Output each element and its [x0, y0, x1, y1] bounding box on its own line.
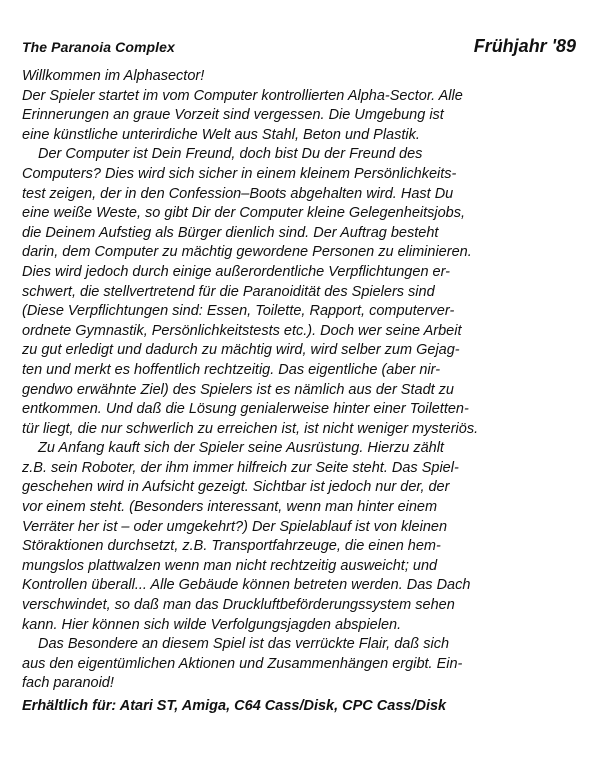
body-line: zu gut erledigt und dadurch zu mächtig wird, wird selber zum Gejag-	[22, 342, 460, 359]
availability-line: Erhältlich für: Atari ST, Amiga, C64 Cass/Disk, CPC Cass/Disk	[22, 698, 447, 714]
body-line: Der Computer ist Dein Freund, doch bist Du der Freund des	[38, 146, 423, 163]
body-line: ordnete Gymnastik, Persönlichkeitstests etc.). Doch wer seine Arbeit	[22, 322, 462, 339]
body-line: gendwo erwähnte Ziel) des Spielers ist es nämlich aus der Stadt zu	[22, 381, 454, 398]
body-line: Kontrollen überall... Alle Gebäude können betreten werden. Das Dach	[22, 577, 471, 594]
body-line: fach paranoid!	[22, 675, 114, 692]
body-line: verschwindet, so daß man das Druckluftbeförderungssystem sehen	[22, 597, 455, 614]
issue-label: Frühjahr '89	[473, 36, 576, 56]
body-line: mungslos plattwalzen wenn man nicht rechtzeitig ausweicht; und	[22, 557, 438, 574]
body-line: Erinnerungen an graue Vorzeit sind vergessen. Die Umgebung ist	[22, 107, 444, 124]
body-line: (Diese Verpflichtungen sind: Essen, Toilette, Rapport, computerver-	[22, 303, 455, 320]
body-line: aus den eigentümlichen Aktionen und Zusammenhängen ergibt. Ein-	[22, 655, 463, 672]
body-line: Computers? Dies wird sich sicher in einem kleinem Persönlichkeits-	[22, 165, 457, 182]
body-line: eine weiße Weste, so gibt Dir der Computer kleine Gelegenheitsjobs,	[22, 205, 466, 222]
body-line: kann. Hier können sich wilde Verfolgungsjagden abspielen.	[22, 616, 402, 633]
body-line: geschehen wird in Aufsicht gezeigt. Sichtbar ist jedoch nur der, der	[22, 479, 450, 496]
game-title: The Paranoia Complex	[22, 39, 175, 55]
magazine-page	[22, 36, 584, 717]
review-body	[22, 67, 584, 694]
body-line: tür liegt, die nur schwerlich zu erreichen ist, ist nicht weniger mysteriös.	[22, 420, 479, 437]
page-header	[22, 36, 584, 57]
body-line: eine künstliche unterirdiche Welt aus Stahl, Beton und Plastik.	[22, 126, 420, 143]
body-line: darin, dem Computer zu mächtig gewordene Personen zu eliminieren.	[22, 244, 472, 261]
body-line: Verräter her ist – oder umgekehrt?) Der Spielablauf ist von kleinen	[22, 518, 448, 535]
body-line: Zu Anfang kauft sich der Spieler seine Ausrüstung. Hierzu zählt	[38, 440, 444, 457]
body-line: ten und merkt es hoffentlich rechtzeitig. Das eigentliche (aber nir-	[22, 361, 441, 378]
body-line: z.B. sein Roboter, der ihm immer hilfreich zur Seite steht. Das Spiel-	[22, 459, 459, 476]
body-line: Dies wird jedoch durch einige außerordentliche Verpflichtungen er-	[22, 263, 450, 280]
body-line: Das Besondere an diesem Spiel ist das verrückte Flair, daß sich	[38, 636, 450, 653]
body-line: die Deinem Aufstieg als Bürger dienlich sind. Der Auftrag besteht	[22, 224, 439, 241]
body-line: entkommen. Und daß die Lösung genialerweise hinter einer Toiletten-	[22, 401, 469, 418]
body-line: test zeigen, der in den Confession–Boots abgehalten wird. Hast Du	[22, 185, 454, 202]
body-line: Störaktionen durchsetzt, z.B. Transportfahrzeuge, die einen hem-	[22, 538, 441, 555]
body-line: Der Spieler startet im vom Computer kontrollierten Alpha-Sector. Alle	[22, 87, 463, 104]
body-line: Willkommen im Alphasector!	[22, 68, 205, 84]
body-line: vor einem steht. (Besonders interessant, wenn man hinter einem	[22, 499, 438, 516]
body-line: schwert, die stellvertretend für die Paranoidität des Spielers sind	[22, 283, 435, 300]
